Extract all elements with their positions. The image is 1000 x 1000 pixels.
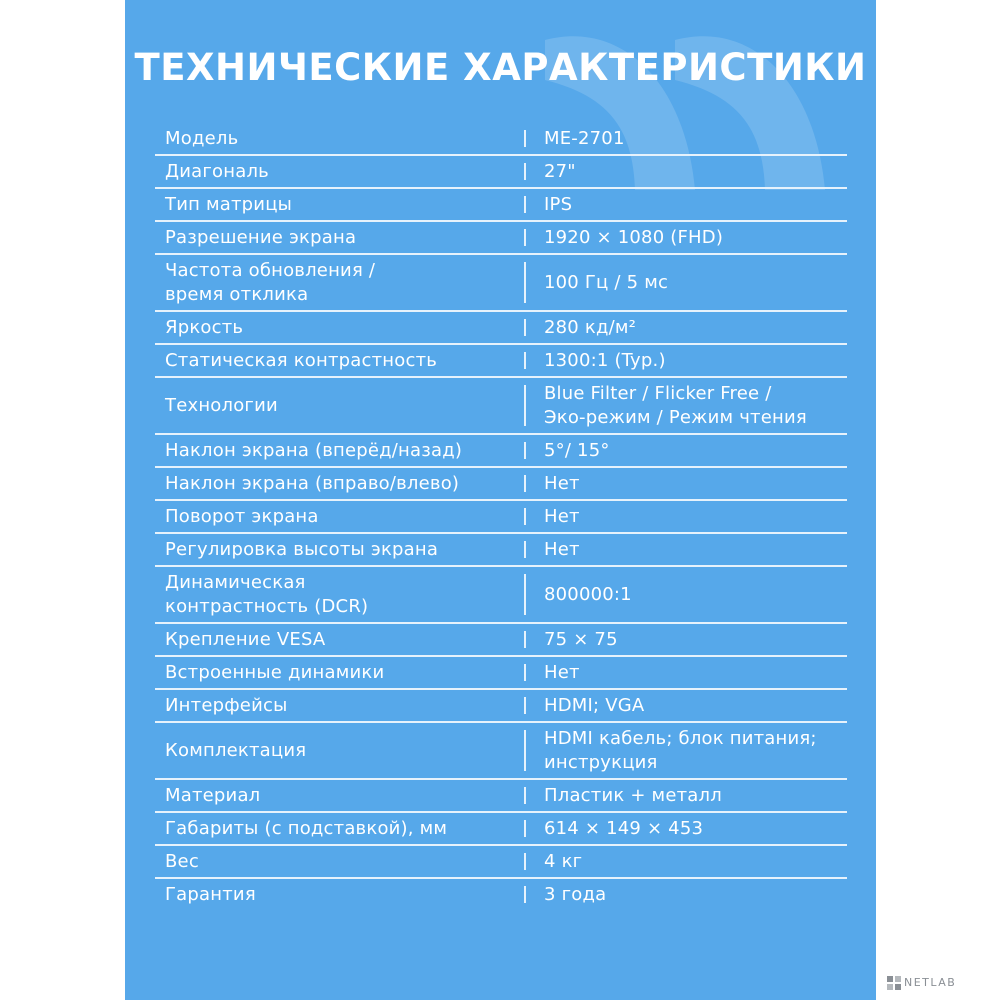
spec-label: Наклон экрана (вправо/влево) xyxy=(165,472,460,494)
column-divider xyxy=(524,664,526,681)
netlab-logo-icon xyxy=(887,976,901,990)
column-divider xyxy=(524,130,526,147)
spec-row xyxy=(155,813,847,846)
spec-value: 280 кд/м² xyxy=(544,316,637,338)
column-divider xyxy=(524,820,526,837)
column-divider xyxy=(524,319,526,336)
column-divider xyxy=(524,886,526,903)
page-title: ТЕХНИЧЕСКИЕ ХАРАКТЕРИСТИКИ xyxy=(134,46,867,89)
spec-value: HDMI; VGA xyxy=(544,694,645,716)
spec-row xyxy=(155,123,847,156)
spec-label: Технологии xyxy=(165,394,278,416)
spec-value: 800000:1 xyxy=(544,583,632,605)
column-divider xyxy=(524,442,526,459)
spec-value: Нет xyxy=(544,661,580,683)
spec-label: Разрешение экрана xyxy=(165,226,357,248)
spec-value: Пластик + металл xyxy=(544,784,722,806)
spec-row xyxy=(155,378,847,435)
spec-value: 4 кг xyxy=(544,850,583,872)
spec-row xyxy=(155,468,847,501)
spec-row xyxy=(155,255,847,312)
column-divider xyxy=(524,730,526,771)
spec-label: Интерфейсы xyxy=(165,694,288,716)
spec-label: Гарантия xyxy=(165,883,256,905)
spec-label: Встроенные динамики xyxy=(165,661,385,683)
spec-label: Габариты (с подставкой), мм xyxy=(165,817,448,839)
spec-value: Blue Filter / Flicker Free / Эко-режим / Режим чтения xyxy=(544,382,807,428)
spec-value: 3 года xyxy=(544,883,607,905)
spec-row xyxy=(155,312,847,345)
column-divider xyxy=(524,787,526,804)
spec-row xyxy=(155,879,847,910)
column-divider xyxy=(524,163,526,180)
spec-label: Статическая контрастность xyxy=(165,349,438,371)
spec-row xyxy=(155,723,847,780)
spec-table xyxy=(155,123,847,968)
spec-value: Нет xyxy=(544,472,580,494)
column-divider xyxy=(524,352,526,369)
netlab-watermark xyxy=(887,972,995,994)
spec-label: Яркость xyxy=(165,316,244,338)
column-divider xyxy=(524,697,526,714)
spec-value: IPS xyxy=(544,193,573,215)
column-divider xyxy=(524,196,526,213)
column-divider xyxy=(524,262,526,303)
spec-label: Тип матрицы xyxy=(165,193,293,215)
column-divider xyxy=(524,385,526,426)
spec-value: 1300:1 (Typ.) xyxy=(544,349,666,371)
spec-label: Диагональ xyxy=(165,160,269,182)
spec-label: Регулировка высоты экрана xyxy=(165,538,439,560)
spec-label: Материал xyxy=(165,784,261,806)
spec-label: Частота обновления / время отклика xyxy=(165,259,376,305)
column-divider xyxy=(524,631,526,648)
spec-row xyxy=(155,846,847,879)
spec-value: 614 × 149 × 453 xyxy=(544,817,704,839)
spec-row xyxy=(155,222,847,255)
spec-row xyxy=(155,189,847,222)
column-divider xyxy=(524,541,526,558)
column-divider xyxy=(524,229,526,246)
spec-label: Вес xyxy=(165,850,199,872)
column-divider xyxy=(524,475,526,492)
spec-row xyxy=(155,534,847,567)
spec-label: Поворот экрана xyxy=(165,505,319,527)
spec-row xyxy=(155,567,847,624)
spec-value: 1920 × 1080 (FHD) xyxy=(544,226,724,248)
spec-card xyxy=(125,0,876,1000)
column-divider xyxy=(524,508,526,525)
spec-value: 5°/ 15° xyxy=(544,439,610,461)
spec-row xyxy=(155,690,847,723)
spec-label: Динамическая контрастность (DCR) xyxy=(165,571,369,617)
spec-value: ME-2701 xyxy=(544,127,625,149)
spec-label: Модель xyxy=(165,127,239,149)
spec-label: Комплектация xyxy=(165,739,307,761)
spec-label: Наклон экрана (вперёд/назад) xyxy=(165,439,463,461)
column-divider xyxy=(524,853,526,870)
spec-value: 75 × 75 xyxy=(544,628,618,650)
spec-row xyxy=(155,501,847,534)
spec-value: 27" xyxy=(544,160,576,182)
spec-row xyxy=(155,435,847,468)
column-divider xyxy=(524,574,526,615)
spec-row xyxy=(155,780,847,813)
spec-row xyxy=(155,156,847,189)
spec-row xyxy=(155,345,847,378)
spec-row xyxy=(155,624,847,657)
netlab-text: NETLAB xyxy=(904,976,957,989)
spec-row xyxy=(155,657,847,690)
spec-value: HDMI кабель; блок питания; инструкция xyxy=(544,727,817,773)
spec-label: Крепление VESA xyxy=(165,628,326,650)
spec-value: Нет xyxy=(544,505,580,527)
spec-value: Нет xyxy=(544,538,580,560)
spec-value: 100 Гц / 5 мс xyxy=(544,271,669,293)
